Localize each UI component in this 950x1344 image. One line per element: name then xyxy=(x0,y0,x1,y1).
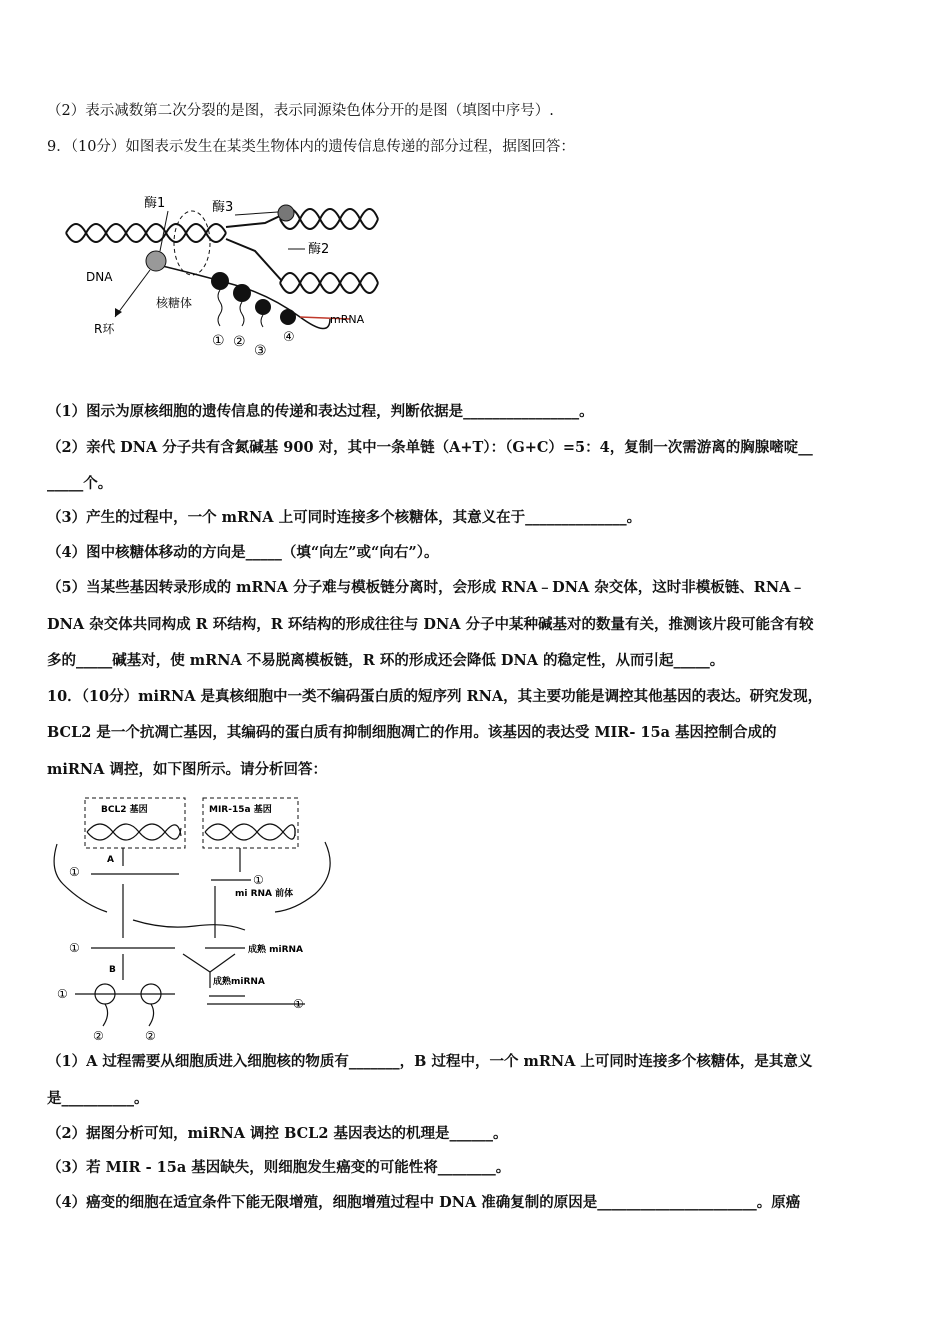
replication-fork xyxy=(226,215,282,227)
label-4: ④ xyxy=(283,330,295,345)
circle-label: ① xyxy=(69,941,80,955)
arrow-split xyxy=(210,954,235,972)
q10-sub1b: 是__________。 xyxy=(47,1090,149,1107)
polypeptide-chain xyxy=(261,315,263,327)
label-bcl2-gene: BCL2 基因 xyxy=(101,805,148,815)
leader-line xyxy=(235,212,278,215)
rna-polymerase xyxy=(146,251,166,271)
label-dna: DNA xyxy=(86,270,113,284)
circle-label: ① xyxy=(293,997,304,1011)
ribosome xyxy=(233,284,251,302)
label-r-loop: R环 xyxy=(94,322,115,336)
circle-label: ① xyxy=(69,865,80,879)
q9-sub2b: _____个。 xyxy=(47,475,113,492)
polypeptide-chain xyxy=(218,290,222,326)
q10-sub1a: （1）A 过程需要从细胞质进入细胞核的物质有_______，B 过程中，一个 mRNA 上可同时连接多个核糖体，是其意义 xyxy=(47,1053,813,1070)
question-10-heading-b: BCL2 是一个抗凋亡基因，其编码的蛋白质有抑制细胞凋亡的作用。该基因的表达受 MIR- 15a 基因控制合成的 xyxy=(47,724,777,741)
label-1: ① xyxy=(212,333,225,349)
q9-sub2a: （2）亲代 DNA 分子共有含氮碱基 900 对，其中一条单链（A+T）：（G+C）=5：4，复制一次需游离的胸腺嘧啶__ xyxy=(47,439,813,456)
replication-fork xyxy=(226,239,282,281)
circle-label: ② xyxy=(145,1029,156,1042)
q10-sub2: （2）据图分析可知，miRNA 调控 BCL2 基因表达的机理是______。 xyxy=(47,1125,508,1142)
polypeptide-chain xyxy=(103,1004,108,1026)
nuclear-envelope xyxy=(275,842,330,912)
question-10-heading-a: 10．（10分）miRNA 是真核细胞中一类不编码蛋白质的短序列 RNA，其主要功能是调控其他基因的表达。研究发现， xyxy=(47,688,823,705)
arrow-split xyxy=(183,954,210,972)
label-2: ② xyxy=(233,334,246,350)
nuclear-envelope xyxy=(133,920,245,930)
polypeptide-chain xyxy=(149,1004,154,1026)
q9-sub5c: 多的_____碱基对，使 mRNA 不易脱离模板链，R 环的形成还会降低 DNA 的稳定性，从而引起_____。 xyxy=(47,652,725,669)
label-a: A xyxy=(107,855,114,865)
question-10-heading-c: miRNA 调控，如下图所示。请分析回答： xyxy=(47,761,327,778)
label-mrna: mRNA xyxy=(330,313,365,326)
text-line: （2）表示减数第二次分裂的是图，表示同源染色体分开的是图（填图中序号）. xyxy=(47,103,554,119)
label-ribosome: 核糖体 xyxy=(156,296,193,310)
leader-line xyxy=(115,270,150,317)
q10-sub3: （3）若 MIR - 15a 基因缺失，则细胞发生癌变的可能性将________。 xyxy=(47,1159,511,1176)
ribosome xyxy=(211,272,229,290)
label-enzyme1: 酶1 xyxy=(144,196,166,211)
q10-sub4: （4）癌变的细胞在适宜条件下能无限增殖，细胞增殖过程中 DNA 准确复制的原因是______________________。原癌 xyxy=(47,1194,801,1211)
label-enzyme3: 酶3 xyxy=(212,200,234,215)
ribosome xyxy=(280,309,296,325)
label-3: ③ xyxy=(254,343,267,359)
q9-sub1: （1）图示为原核细胞的遗传信息的传递和表达过程，判断依据是________________。 xyxy=(47,403,594,420)
ribosome xyxy=(255,299,271,315)
q9-sub4: （4）图中核糖体移动的方向是_____（填“向左”或“向右”）。 xyxy=(47,544,439,561)
figure-mirna-regulation xyxy=(45,792,345,1042)
q9-sub5a: （5）当某些基因转录形成的 mRNA 分子难与模板链分离时，会形成 RNA﹣DNA 杂交体，这时非模板链、RNA﹣ xyxy=(47,579,805,596)
label-mature-mirna-1: 成熟 miRNA xyxy=(248,945,304,955)
circle-label: ① xyxy=(57,987,68,1001)
q9-sub3: （3）产生的过程中，一个 mRNA 上可同时连接多个核糖体，其意义在于______________。 xyxy=(47,509,642,526)
label-b: B xyxy=(109,965,116,975)
polypeptide-chain xyxy=(240,302,244,326)
label-mature-mirna-2: 成熟miRNA xyxy=(213,977,265,987)
circle-label: ② xyxy=(93,1029,104,1042)
circle-label: ① xyxy=(253,873,264,887)
enzyme-3 xyxy=(278,205,294,221)
label-enzyme2: 酶2 xyxy=(308,242,330,257)
nuclear-envelope xyxy=(54,844,107,912)
question-9-heading: 9．（10分）如图表示发生在某类生物体内的遗传信息传递的部分过程，据图回答： xyxy=(47,139,575,155)
enzyme-1-circle xyxy=(174,211,210,275)
label-pre-mirna: mi RNA 前体 xyxy=(235,889,294,899)
label-mir-gene: MIR-15a 基因 xyxy=(209,805,272,815)
figure-transcription-translation xyxy=(60,185,390,370)
q9-sub5b: DNA 杂交体共同构成 R 环结构，R 环结构的形成往往与 DNA 分子中某种碱基对的数量有关，推测该片段可能含有较 xyxy=(47,616,814,633)
